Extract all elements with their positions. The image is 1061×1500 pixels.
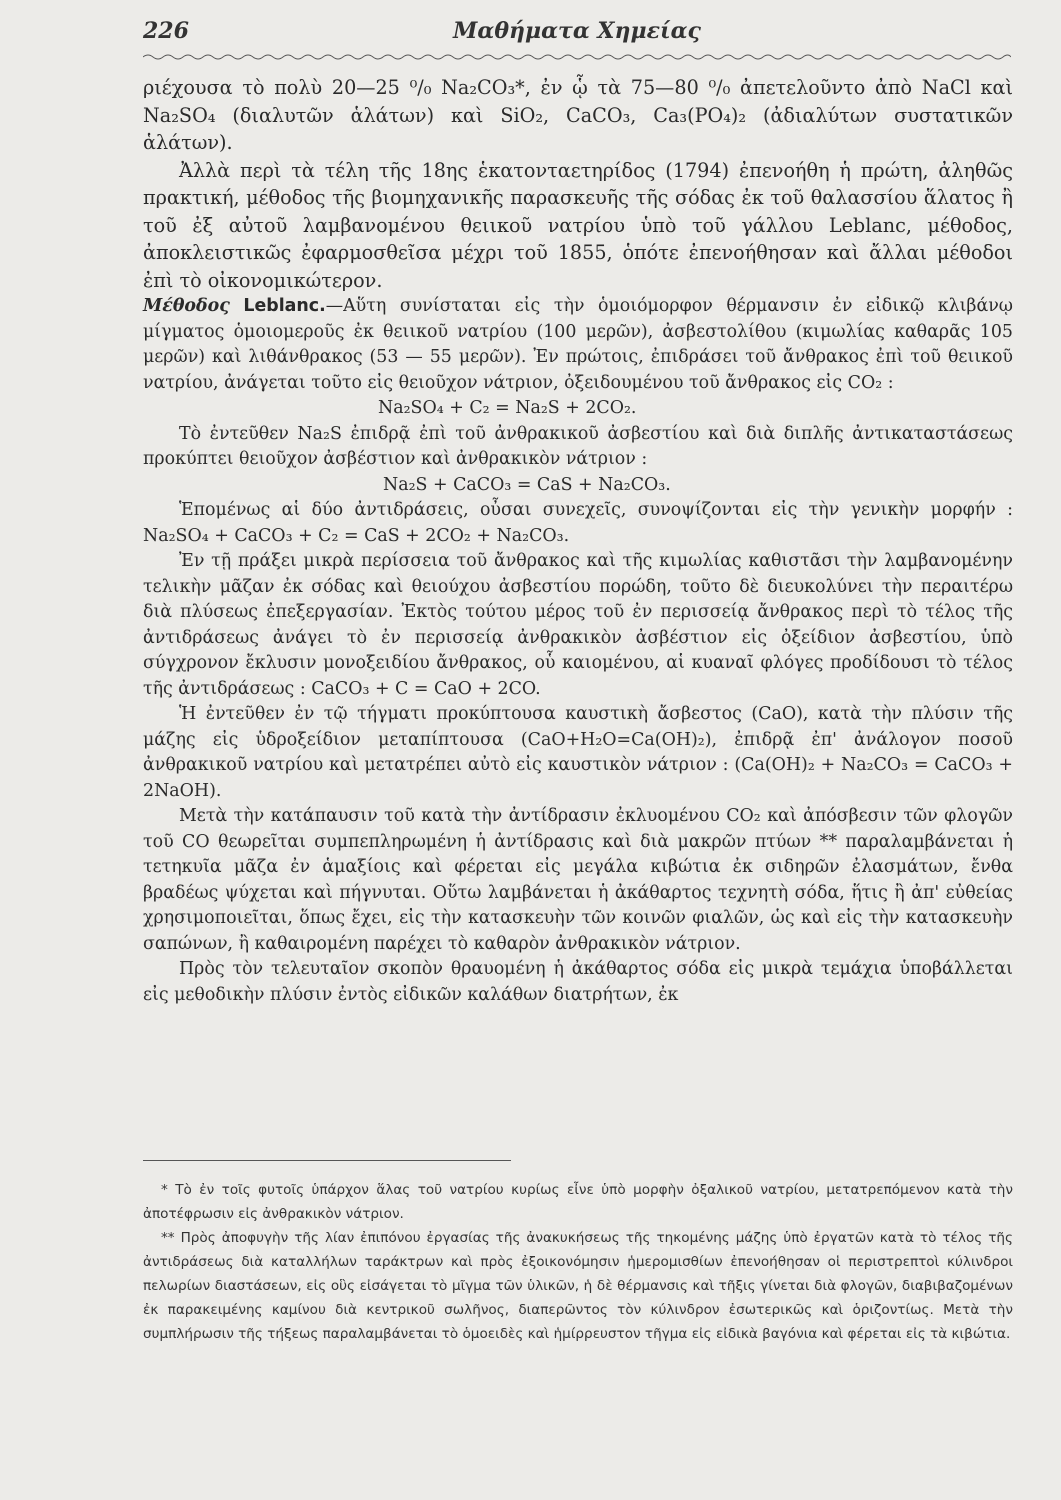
- paragraph-purification: Πρὸς τὸν τελευταῖον σκοπὸν θραυομένη ἡ ἀκάθαρτος σόδα εἰς μικρὰ τεμάχια ὑποβάλλεται εἰς μεθοδικὴν πλύσιν ἐντὸς εἰδικῶν καλάθων διατρήτων, ἐκ: [143, 959, 1013, 1005]
- paragraph-general-form: Ἑπομένως αἱ δύο ἀντιδράσεις, οὖσαι συνεχεῖς, συνοψίζονται εἰς τὴν γενικὴν μορφήν : Na₂SO₄ + CaCO₃ + C₂ = CaS + 2CO₂ + Na₂CO₃.: [143, 500, 1013, 546]
- paragraph-caustic-lime: Ἡ ἐντεῦθεν ἐν τῷ τήγματι προκύπτουσα καυστικὴ ἄσβεστος (CaO), κατὰ τὴν πλύσιν τῆς μάζης εἰς ὑδροξείδιον μεταπίπτουσα (CaO+H₂O=Ca(OH)₂), ἐπιδρᾷ ἐπ' ἀνάλογον ποσοῦ ἀνθρακικοῦ νατρίου καὶ μετατρέπει αὐτὸ εἰς καυστικὸν νάτριον : (Ca(OH)₂ + Na₂CO₃ = CaCO₃ + 2NaOH).: [143, 704, 1013, 801]
- footnotes: [143, 1178, 1013, 1346]
- footnote-1: * Τὸ ἐν τοῖς φυτοῖς ὑπάρχον ἅλας τοῦ νατρίου κυρίως εἶνε ὑπὸ μορφὴν ὀξαλικοῦ νατρίου, μετατρεπόμενον κατὰ τὴν ἀποτέφρωσιν εἰς ἀνθρακικὸν νάτριον.: [143, 1182, 1013, 1222]
- paragraph-leblanc-history: Ἀλλὰ περὶ τὰ τέλη τῆς 18ης ἑκατονταετηρίδος (1794) ἐπενοήθη ἡ πρώτη, ἀληθῶς πρακτική, μέθοδος τῆς βιομηχανικῆς παρασκευῆς τῆς σόδας ἐκ τοῦ θαλασσίου ἅλατος ἢ τοῦ ἐξ αὐτοῦ λαμβανομένου θειικοῦ νατρίου ὑπὸ τοῦ γάλλου Leblanc, μέθοδος, ἀποκλειστικῶς ἐφαρμοσθεῖσα μέχρι τοῦ 1855, ὁπότε ἐπενοήθησαν καὶ ἄλλαι μέθοδοι ἐπὶ τὸ οἰκονομικώτερον.: [143, 158, 1013, 292]
- method-name: Leblanc.: [243, 296, 326, 316]
- method-heading: Μέθοδος: [143, 296, 230, 316]
- page-header: [143, 14, 1011, 48]
- method-description: —Αὕτη συνίσταται εἰς τὴν ὁμοιόμορφον θέρμανσιν ἐν εἰδικῷ κλιβάνῳ μίγματος ὁμοιομεροῦς ἐκ θειικοῦ νατρίου (100 μερῶν), ἀσβεστολίθου (κιμωλίας καθαρᾶς 105 μερῶν) καὶ λιθάνθρακος (53 — 55 μερῶν). Ἐν πρώτοις, ἐπιδράσει τοῦ ἄνθρακος ἐπὶ τοῦ θειικοῦ νατρίου, ἀνάγεται τοῦτο εἰς θειοῦχον νάτριον, ὀξειδουμένου τοῦ ἄνθρακος εἰς CO₂ :: [143, 296, 1013, 393]
- header-ornamental-rule: [143, 52, 1011, 62]
- main-text: [143, 74, 1013, 1008]
- paragraph-leblanc-method: [143, 294, 1013, 396]
- paragraph-crude-soda: Μετὰ τὴν κατάπαυσιν τοῦ κατὰ τὴν ἀντίδρασιν ἐκλυομένου CO₂ καὶ ἀπόσβεσιν τῶν φλογῶν τοῦ CO θεωρεῖται συμπεπληρωμένη ἡ ἀντίδρασις καὶ διὰ μακρῶν πτύων ** παραλαμβάνεται ἡ τετηκυῖα μᾶζα ἐν ἁμαξίοις καὶ φέρεται εἰς μεγάλα κιβώτια ἐκ σιδηρῶν ἐλασμάτων, ἔνθα βραδέως ψύχεται καὶ πήγνυται. Οὕτω λαμβάνεται ἡ ἀκάθαρτος τεχνητὴ σόδα, ἥτις ἢ ἀπ' εὐθείας χρησιμοποιεῖται, ὅπως ἔχει, εἰς τὴν κατασκευὴν τῶν κοινῶν φιαλῶν, ὡς καὶ εἰς τὴν κατασκευὴν σαπώνων, ἢ καθαιρομένη παρέχει τὸ καθαρὸν ἀνθρακικὸν νάτριον.: [143, 806, 1013, 954]
- equation-1: Na₂SO₄ + C₂ = Na₂S + 2CO₂.: [378, 398, 637, 418]
- paragraph-practice: Ἐν τῇ πράξει μικρὰ περίσσεια τοῦ ἄνθρακος καὶ τῆς κιμωλίας καθιστᾶσι τὴν λαμβανομένην τελικὴν μᾶζαν ἐκ σόδας καὶ θειούχου ἀσβεστίου πορώδη, τοῦτο δὲ διευκολύνει τὴν περαιτέρω διὰ πλύσεως ἐπεξεργασίαν. Ἐκτὸς τούτου μέρος τοῦ ἐν περισσείᾳ ἄνθρακος περὶ τὸ τέλος τῆς ἀντιδράσεως ἀνάγει τὸ ἐν περισσείᾳ ἀνθρακικὸν ἀσβέστιον εἰς ὀξείδιον ἀσβεστίου, ὑπὸ σύγχρονον ἔκλυσιν μονοξειδίου ἄνθρακος, οὗ καιομένου, αἱ κυαναῖ φλόγες προδίδουσι τὸ τέλος τῆς ἀντιδράσεως : CaCO₃ + C = CaO + 2CO.: [143, 551, 1013, 699]
- paragraph-double-exchange: Τὸ ἐντεῦθεν Na₂S ἐπιδρᾷ ἐπὶ τοῦ ἀνθρακικοῦ ἀσβεστίου καὶ διὰ διπλῆς ἀντικαταστάσεως προκύπτει θειοῦχον ἀσβέστιον καὶ ἀνθρακικὸν νάτριον :: [143, 423, 1013, 469]
- page-number: 226: [143, 18, 189, 44]
- running-title: Μαθήματα Χημείας: [453, 18, 701, 44]
- footnote-2: ** Πρὸς ἀποφυγὴν τῆς λίαν ἐπιπόνου ἐργασίας τῆς ἀνακυκήσεως τῆς τηκομένης μάζης ὑπὸ ἐργατῶν κατὰ τὸ τέλος τῆς ἀντιδράσεως διὰ καταλλήλων ταράκτρων καὶ πρὸς ἐξοικονόμησιν ἡμερομισθίων ἐπενοήθησαν οἱ περιστρεπτοὶ κύλινδροι πελωρίων διαστάσεων, εἰς οὓς εἰσάγεται τὸ μῖγμα τῶν ὑλικῶν, ἡ δὲ θέρμανσις καὶ τῆξις γίνεται διὰ φλογῶν, διαβιβαζομένων ἐκ παρακειμένης καμίνου διὰ κεντρικοῦ σωλῆνος, διαπερῶντος τὸν κύλινδρον ἐσωτερικῶς καὶ ὁριζοντίως. Μετὰ τὴν συμπλήρωσιν τῆς τήξεως παραλαμβάνεται τὸ ὁμοειδὲς καὶ ἡμίρρευστον τῆγμα εἰς εἰδικὰ βαγόνια καὶ φέρεται εἰς τὰ κιβώτια.: [143, 1230, 1013, 1342]
- paragraph-continuation: ριέχουσα τὸ πολὺ 20—25 ⁰/₀ Na₂CO₃*, ἐν ᾧ τὰ 75—80 ⁰/₀ ἀπετελοῦντο ἀπὸ NaCl καὶ Na₂SO₄ (διαλυτῶν ἁλάτων) καὶ SiO₂, CaCO₃, Ca₃(PO₄)₂ (ἀδιαλύτων συστατικῶν ἁλάτων).: [143, 76, 1013, 154]
- equation-2: Na₂S + CaCO₃ = CaS + Na₂CO₃.: [383, 474, 671, 495]
- footnote-divider: [143, 1160, 511, 1161]
